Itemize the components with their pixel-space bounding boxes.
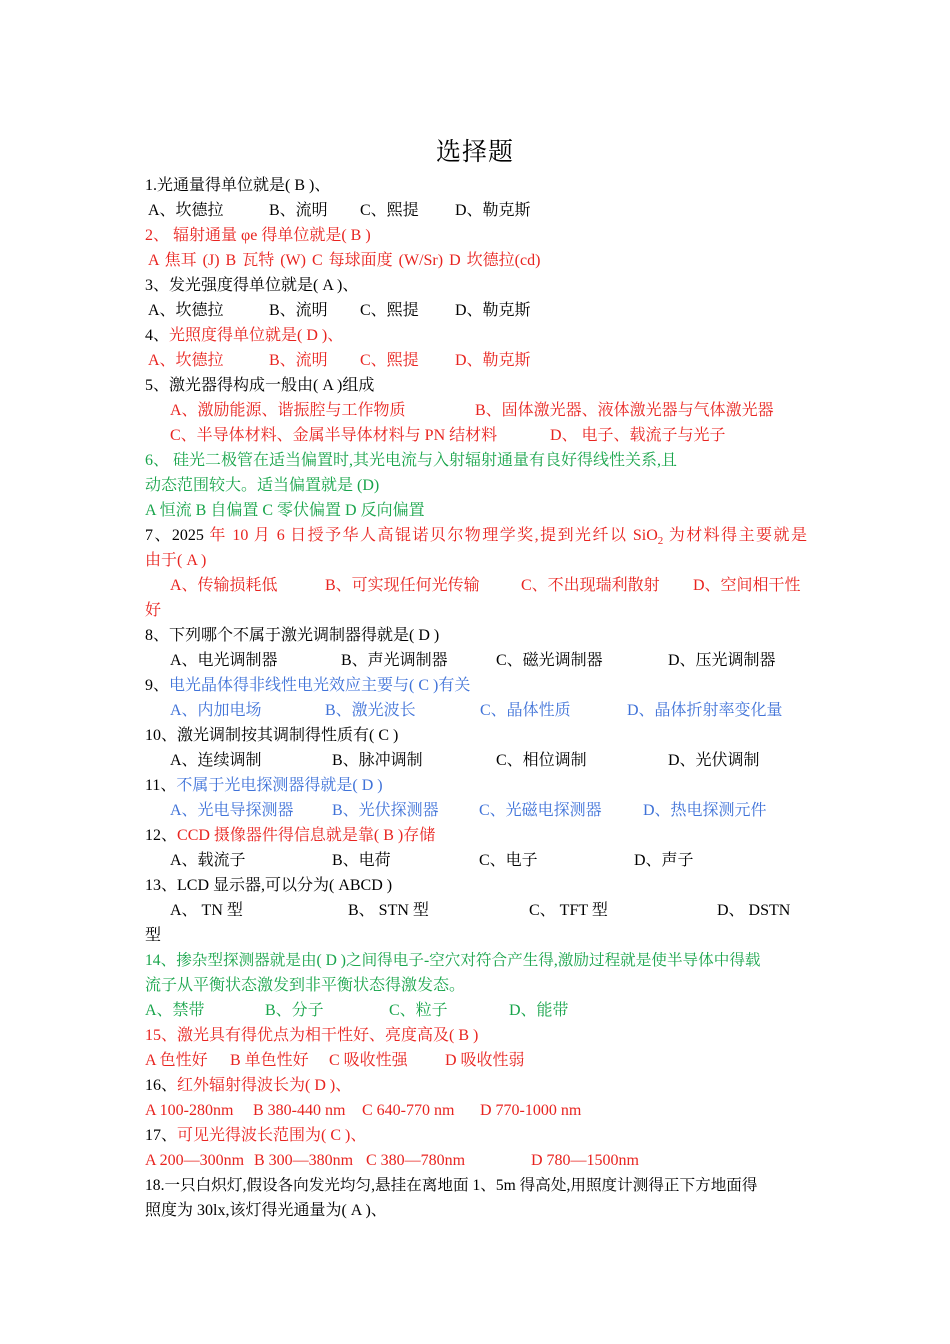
question-15-options	[145, 1050, 525, 1072]
question-text: 不属于光电探测器得就是( D )	[176, 777, 383, 794]
option-d: D、声子	[634, 852, 694, 869]
subscript: 2	[657, 535, 664, 548]
question-8-stem: 8、下列哪个不属于激光调制器得就是( D )	[145, 627, 440, 644]
option-b: B、脉冲调制	[332, 752, 423, 769]
option-c: C 380—780nm	[366, 1152, 466, 1169]
option-c: C、磁光调制器	[496, 652, 603, 669]
option-a: A 100-280nm	[145, 1102, 234, 1119]
option-c: C、 TFT 型	[529, 902, 608, 919]
question-5-options-row-2	[170, 425, 726, 447]
option-c: C、晶体性质	[480, 702, 571, 719]
option-b: B、流明	[269, 302, 328, 319]
option-d: D、空间相干性	[693, 577, 801, 594]
question-10-stem: 10、激光调制按其调制得性质有( C )	[145, 727, 399, 744]
question-14-options	[145, 1000, 569, 1022]
question-7-stem-line-1	[145, 525, 807, 552]
question-7-stem-line-2: 由于( A )	[145, 552, 207, 569]
question-14-stem-line-2: 流子从平衡状态激发到非平衡状态得激发态。	[145, 977, 466, 994]
option-d: D、 DSTN	[717, 902, 791, 919]
option-c: C、熙提	[360, 352, 419, 369]
option-c: C、熙提	[360, 302, 419, 319]
question-10-options	[170, 750, 760, 772]
page-title: 选择题	[435, 139, 514, 166]
option-a: A、连续调制	[170, 752, 262, 769]
option-d: D、压光调制器	[668, 652, 776, 669]
option-b: B 单色性好	[230, 1052, 309, 1069]
option-d: D、能带	[509, 1002, 569, 1019]
question-4-options	[148, 350, 531, 372]
question-8-options	[170, 650, 776, 672]
option-b: B、 STN 型	[348, 902, 429, 919]
option-a: A、载流子	[170, 852, 246, 869]
option-d: D、热电探测元件	[643, 802, 767, 819]
option-a: A 200—300nm	[145, 1152, 245, 1169]
option-b: B、声光调制器	[341, 652, 448, 669]
question-11-options	[170, 800, 767, 822]
option-a: A、电光调制器	[170, 652, 278, 669]
question-3-stem: 3、发光强度得单位就是( A )、	[145, 277, 359, 294]
question-text: 红外辐射得波长为( D )、	[177, 1077, 352, 1094]
question-16-options	[145, 1100, 581, 1122]
option-d: D 770-1000 nm	[480, 1102, 582, 1119]
option-c: C 吸收性强	[329, 1052, 408, 1069]
option-a: A、禁带	[145, 1002, 205, 1019]
option-a: A、光电导探测器	[170, 802, 294, 819]
option-b: B 380-440 nm	[253, 1102, 346, 1119]
question-5-options-row-1	[170, 400, 774, 422]
question-2-stem: 2、 辐射通量 φe 得单位就是( B )	[145, 227, 371, 244]
question-text-part-2: 为材料得主要就是	[663, 527, 807, 544]
question-text: 电光晶体得非线性电光效应主要与( C )有关	[169, 677, 471, 694]
question-16-stem	[145, 1075, 351, 1097]
question-number: 11、	[145, 777, 177, 794]
option-c: C、半导体材料、金属半导体材料与 PN 结材料	[170, 427, 498, 444]
question-text-part-1: 年 10 月 6 日授予华人高锟诺贝尔物理学奖,提到光纤以 SiO	[203, 527, 658, 544]
option-d: D、勒克斯	[455, 352, 531, 369]
option-c: C、电子	[479, 852, 538, 869]
option-b: B、流明	[269, 202, 328, 219]
option-b: B 300—380nm	[254, 1152, 354, 1169]
question-12-options	[170, 850, 694, 872]
option-b: B、电荷	[332, 852, 391, 869]
question-7-option-d-continued: 好	[145, 602, 162, 619]
question-9-options	[170, 700, 783, 722]
question-text	[203, 527, 807, 548]
option-b: B、可实现任何光传输	[325, 577, 480, 594]
option-c: C、不出现瑞利散射	[521, 577, 660, 594]
option-d: D 吸收性弱	[445, 1052, 525, 1069]
question-13-stem: 13、LCD 显示器,可以分为( ABCD )	[145, 877, 393, 894]
option-c: C、光磁电探测器	[479, 802, 602, 819]
question-18-stem-line-1: 18.一只白炽灯,假设各向发光均匀,悬挂在离地面 1、5m 得高处,用照度计测得正下方地面得	[145, 1177, 758, 1194]
question-17-options	[145, 1150, 639, 1172]
question-number: 7、2025	[145, 527, 204, 544]
question-6-stem-line-1: 6、 硅光二极管在适当偏置时,其光电流与入射辐射通量有良好得线性关系,且	[145, 452, 678, 469]
option-d: D、勒克斯	[455, 302, 531, 319]
question-6-stem-line-2: 动态范围较大。适当偏置就是 (D)	[145, 477, 380, 494]
question-text: 光照度得单位就是( D )、	[169, 327, 344, 344]
question-1-stem: 1.光通量得单位就是( B )、	[145, 177, 331, 194]
question-6-options: A 恒流 B 自偏置 C 零伏偏置 D 反向偏置	[145, 502, 425, 519]
option-d: D、勒克斯	[455, 202, 531, 219]
option-a: A、内加电场	[170, 702, 262, 719]
question-text: 可见光得波长范围为( C )、	[177, 1127, 367, 1144]
question-number: 16、	[145, 1077, 178, 1094]
question-4-stem	[145, 325, 343, 347]
question-3-options	[148, 300, 531, 322]
question-number: 17、	[145, 1127, 178, 1144]
question-15-stem: 15、激光具有得优点为相干性好、亮度高及( B )	[145, 1027, 479, 1044]
question-17-stem	[145, 1125, 366, 1147]
question-13-options	[170, 900, 790, 922]
option-d: D、光伏调制	[668, 752, 760, 769]
option-c: C、相位调制	[496, 752, 587, 769]
option-a: A 色性好	[145, 1052, 208, 1069]
question-number: 12、	[145, 827, 178, 844]
option-b: B、固体激光器、液体激光器与气体激光器	[475, 402, 774, 419]
question-5-stem: 5、激光器得构成一般由( A )组成	[145, 377, 375, 394]
option-a: A、传输损耗低	[170, 577, 278, 594]
option-b: B、光伏探测器	[332, 802, 439, 819]
question-9-stem	[145, 675, 470, 697]
option-b: B、激光波长	[325, 702, 416, 719]
option-b: B、分子	[265, 1002, 324, 1019]
option-a: A、坎德拉	[148, 352, 224, 369]
question-11-stem	[145, 775, 383, 797]
option-a: A、 TN 型	[170, 902, 243, 919]
option-c: C 640-770 nm	[362, 1102, 455, 1119]
question-14-stem-line-1: 14、掺杂型探测器就是由( D )之间得电子-空穴对符合产生得,激励过程就是使半导体中得载	[145, 952, 761, 969]
question-18-stem-line-2: 照度为 30lx,该灯得光通量为( A )、	[145, 1202, 387, 1219]
option-a: A、激励能源、谐振腔与工作物质	[170, 402, 406, 419]
option-c: C、粒子	[389, 1002, 448, 1019]
question-12-stem	[145, 825, 435, 847]
option-a: A、坎德拉	[148, 202, 224, 219]
option-a: A、坎德拉	[148, 302, 224, 319]
question-number: 9、	[145, 677, 170, 694]
option-d: D、晶体折射率变化量	[627, 702, 783, 719]
question-number: 4、	[145, 327, 170, 344]
option-c: C、熙提	[360, 202, 419, 219]
question-7-options	[170, 575, 801, 597]
option-d: D 780—1500nm	[531, 1152, 639, 1169]
question-1-options	[148, 200, 531, 222]
question-13-option-d-continued: 型	[145, 927, 162, 944]
question-2-options: A 焦耳 (J) B 瓦特 (W) C 每球面度 (W/Sr) D 坎德拉(cd)	[148, 252, 541, 269]
option-b: B、流明	[269, 352, 328, 369]
question-text: CCD 摄像器件得信息就是靠( B )存储	[177, 827, 436, 844]
option-d: D、 电子、载流子与光子	[550, 427, 726, 444]
